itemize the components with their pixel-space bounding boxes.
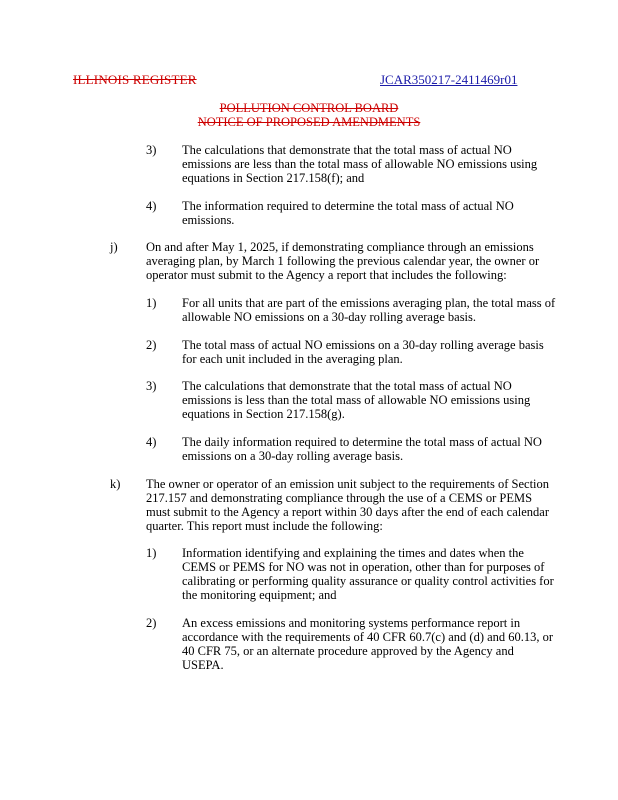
- item-line: The daily information required to determine the total mass of actual NO: [182, 435, 542, 449]
- item-line: must submit to the Agency a report within 30 days after the end of each calendar: [146, 505, 549, 519]
- item-number: 2): [146, 616, 157, 630]
- item-line: CEMS or PEMS for NO was not in operation, other than for purposes of: [182, 560, 545, 574]
- item-line: emissions is less than the total mass of allowable NO emissions using: [182, 393, 531, 407]
- item-line: emissions on a 30-day rolling average basis.: [182, 449, 404, 463]
- item-number: 1): [146, 296, 157, 310]
- item-line: accordance with the requirements of 40 CFR 60.7(c) and (d) and 60.13, or: [182, 630, 554, 644]
- item-line: The calculations that demonstrate that the total mass of actual NO: [182, 379, 512, 393]
- item-number: 4): [146, 435, 157, 449]
- register-header: ILLINOIS REGISTER: [73, 72, 197, 87]
- item-line: calibrating or performing quality assurance or quality control activities for: [182, 574, 554, 588]
- notice-title: NOTICE OF PROPOSED AMENDMENTS: [197, 115, 421, 129]
- item-number: 3): [146, 379, 157, 393]
- item-line: quarter. This report must include the following:: [146, 519, 383, 533]
- item-line: An excess emissions and monitoring systems performance report in: [182, 616, 521, 630]
- item-line: The information required to determine the total mass of actual NO: [182, 199, 514, 213]
- item-line: The owner or operator of an emission unit subject to the requirements of Section: [146, 477, 550, 491]
- item-line: Information identifying and explaining the times and dates when the: [182, 546, 524, 560]
- item-line: operator must submit to the Agency a report that includes the following:: [146, 268, 507, 282]
- item-line: emissions are less than the total mass of allowable NO emissions using: [182, 157, 538, 171]
- item-line: The total mass of actual NO emissions on a 30-day rolling average basis: [182, 338, 544, 352]
- item-line: the monitoring equipment; and: [182, 588, 337, 602]
- item-line: 217.157 and demonstrating compliance through the use of a CEMS or PEMS: [146, 491, 533, 505]
- item-line: emissions.: [182, 213, 235, 227]
- item-line: For all units that are part of the emissions averaging plan, the total mass of: [182, 296, 556, 310]
- item-letter: j): [110, 240, 118, 254]
- item-letter: k): [110, 477, 121, 491]
- item-line: The calculations that demonstrate that the total mass of actual NO: [182, 143, 512, 157]
- agency-title: POLLUTION CONTROL BOARD: [219, 101, 399, 115]
- item-line: 40 CFR 75, or an alternate procedure approved by the Agency and: [182, 644, 514, 658]
- item-number: 4): [146, 199, 157, 213]
- item-line: USEPA.: [182, 658, 224, 672]
- item-number: 2): [146, 338, 157, 352]
- item-line: equations in Section 217.158(f); and: [182, 171, 365, 185]
- item-line: On and after May 1, 2025, if demonstrating compliance through an emissions: [146, 240, 534, 254]
- document-id: JCAR350217-2411469r01: [380, 72, 518, 87]
- item-number: 3): [146, 143, 157, 157]
- item-number: 1): [146, 546, 157, 560]
- item-line: for each unit included in the averaging plan.: [182, 352, 403, 366]
- item-line: averaging plan, by March 1 following the previous calendar year, the owner or: [146, 254, 540, 268]
- item-line: equations in Section 217.158(g).: [182, 407, 345, 421]
- item-line: allowable NO emissions on a 30-day rolling average basis.: [182, 310, 477, 324]
